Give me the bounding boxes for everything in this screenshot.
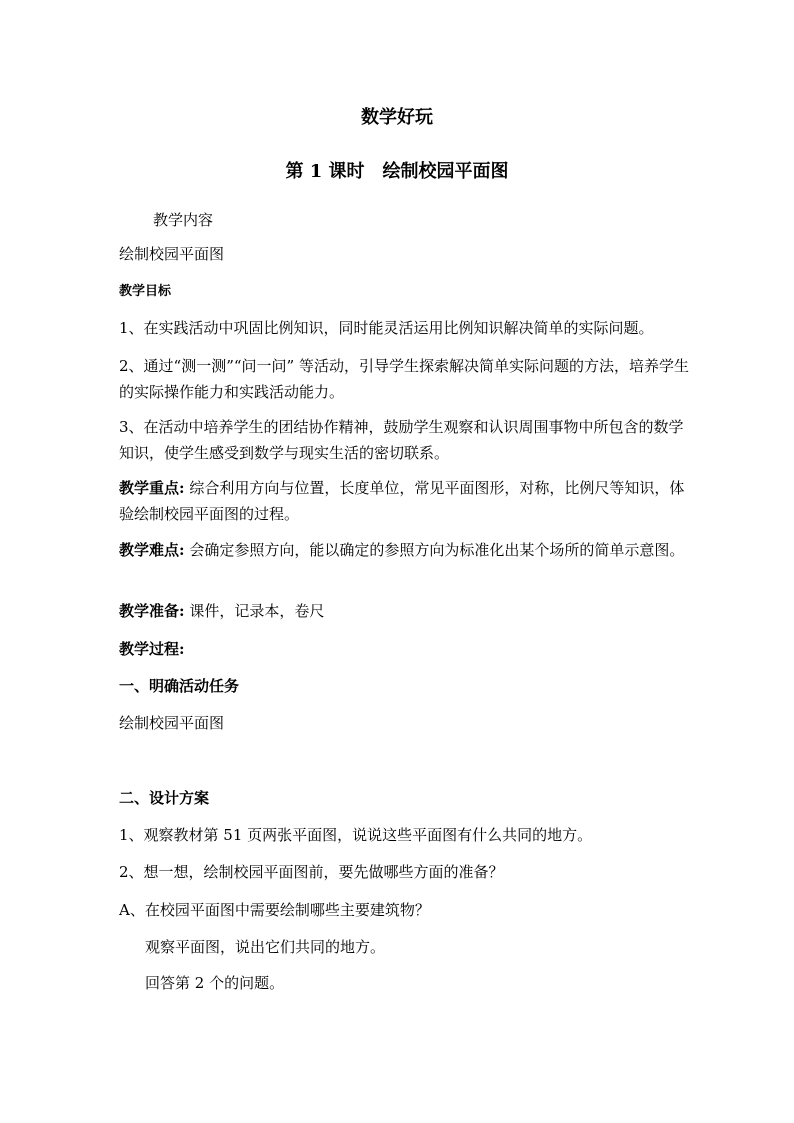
goal-item-2: 2、通过“测一测”“问一问” 等活动，引导学生探索解决简单实际问题的方法，培养学生的实际操作能力和实践活动能力。 (119, 357, 689, 401)
key-point-paragraph (119, 475, 689, 527)
section2-item-1: 1、观察教材第 51 页两张平面图，说说这些平面图有什么共同的地方。 (119, 826, 593, 844)
process-heading: 教学过程: (119, 640, 185, 658)
section2-item-2: 2、想一想，绘制校园平面图前，要先做哪些方面的准备？ (119, 863, 504, 881)
prep-paragraph (119, 598, 689, 624)
content-heading: 教学内容 (153, 211, 214, 229)
goal-item-3: 3、在活动中培养学生的团结协作精神，鼓励学生观察和认识周围事物中所包含的数学知识，使学生感受到数学与现实生活的密切联系。 (119, 418, 684, 462)
prep-label: 教学准备: (119, 602, 185, 620)
section1-text: 绘制校园平面图 (119, 714, 225, 732)
section1-heading: 一、明确活动任务 (119, 677, 240, 695)
section2-sub-2: 回答第 2 个的问题。 (145, 974, 285, 992)
document-title: 数学好玩 (361, 107, 433, 128)
prep-text: 课件，记录本，卷尺 (184, 602, 325, 620)
goals-heading: 教学目标 (119, 284, 172, 299)
difficulty-text: 会确定参照方向，能以确定的参照方向为标准化出某个场所的简单示意图。 (184, 541, 685, 559)
content-text: 绘制校园平面图 (119, 245, 225, 263)
lesson-subtitle: 第 1 课时 绘制校园平面图 (285, 161, 509, 182)
section2-sub-1: 观察平面图，说出它们共同的地方。 (145, 938, 386, 956)
goal-item-1: 1、在实践活动中巩固比例知识，同时能灵活运用比例知识解决简单的实际问题。 (119, 319, 654, 337)
section2-heading: 二、设计方案 (119, 789, 210, 807)
difficulty-paragraph (119, 537, 689, 563)
section2-item-3: A、在校园平面图中需要绘制哪些主要建筑物？ (119, 901, 430, 919)
key-point-text: 综合利用方向与位置，长度单位，常见平面图形，对称，比例尺等知识，体验绘制校园平面图的过程。 (119, 479, 685, 523)
difficulty-label: 教学难点: (119, 541, 185, 559)
key-point-label: 教学重点: (119, 479, 185, 497)
